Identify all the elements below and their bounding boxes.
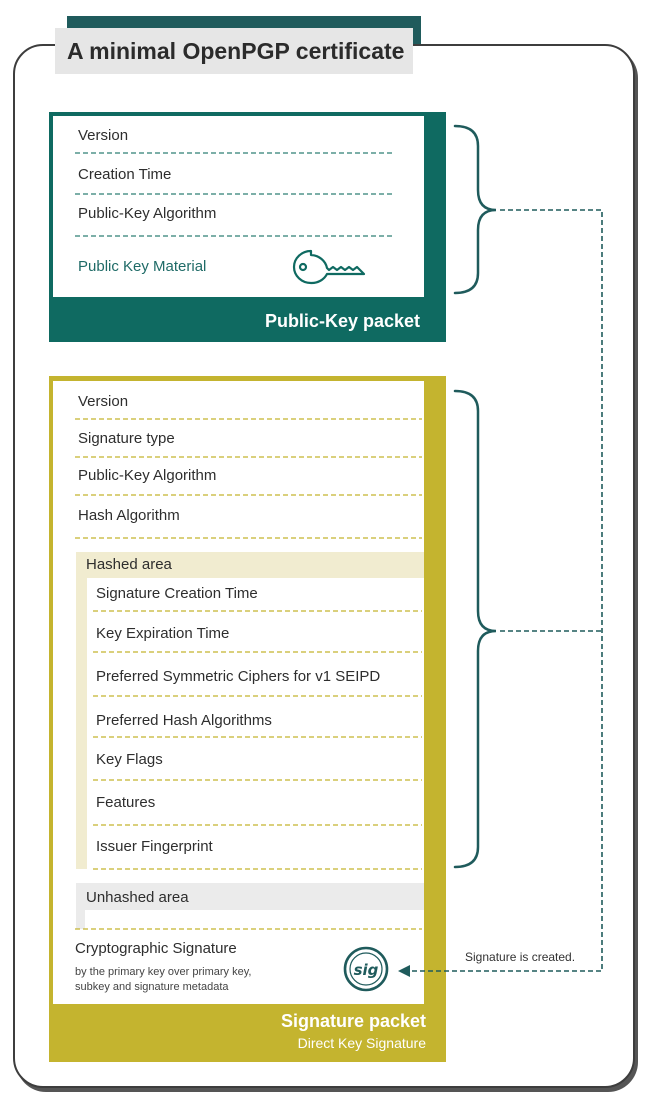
sig-icon-text: sig <box>353 961 379 979</box>
sig-icon <box>345 948 387 990</box>
subpacket-creation-time: Signature Creation Time <box>96 585 258 602</box>
signature-created-caption: Signature is created. <box>465 950 576 964</box>
crypto-signature-label: Cryptographic Signature <box>75 940 237 957</box>
sig-field-signature-type: Signature type <box>78 430 175 447</box>
arrow-head <box>398 965 410 977</box>
sig-field-version: Version <box>78 393 129 410</box>
subpacket-features: Features <box>96 794 156 811</box>
sig-field-algorithm: Public-Key Algorithm <box>78 467 217 484</box>
signature-packet-label: Signature packet <box>280 1011 426 1031</box>
pk-field-algorithm: Public-Key Algorithm <box>78 205 217 222</box>
key-icon <box>294 251 364 283</box>
unhashed-area-label: Unhashed area <box>86 889 189 906</box>
sig-separators <box>75 419 422 929</box>
subpacket-key-expiration: Key Expiration Time <box>96 625 230 642</box>
subpacket-issuer-fingerprint: Issuer Fingerprint <box>96 838 213 855</box>
sig-brace <box>455 391 496 867</box>
crypto-signature-note-1: by the primary key over primary key, <box>75 966 252 978</box>
pk-brace <box>455 126 496 293</box>
page-title: A minimal OpenPGP certificate <box>55 28 413 74</box>
pk-field-key-material: Public Key Material <box>78 258 207 275</box>
signature-packet-sublabel: Direct Key Signature <box>297 1035 426 1051</box>
pk-separators <box>75 153 392 236</box>
crypto-signature-note-2: subkey and signature metadata <box>75 981 229 993</box>
subpacket-preferred-ciphers: Preferred Symmetric Ciphers for v1 SEIPD <box>96 668 381 685</box>
pk-field-version: Version <box>78 127 129 144</box>
pk-field-creation-time: Creation Time <box>78 166 172 183</box>
public-key-packet-label: Public-Key packet <box>264 311 420 331</box>
subpacket-key-flags: Key Flags <box>96 751 163 768</box>
signature-flow-line <box>412 210 602 971</box>
hashed-area-label: Hashed area <box>86 556 172 573</box>
subpacket-preferred-hash: Preferred Hash Algorithms <box>96 712 272 729</box>
sig-field-hash-algorithm: Hash Algorithm <box>78 507 180 524</box>
